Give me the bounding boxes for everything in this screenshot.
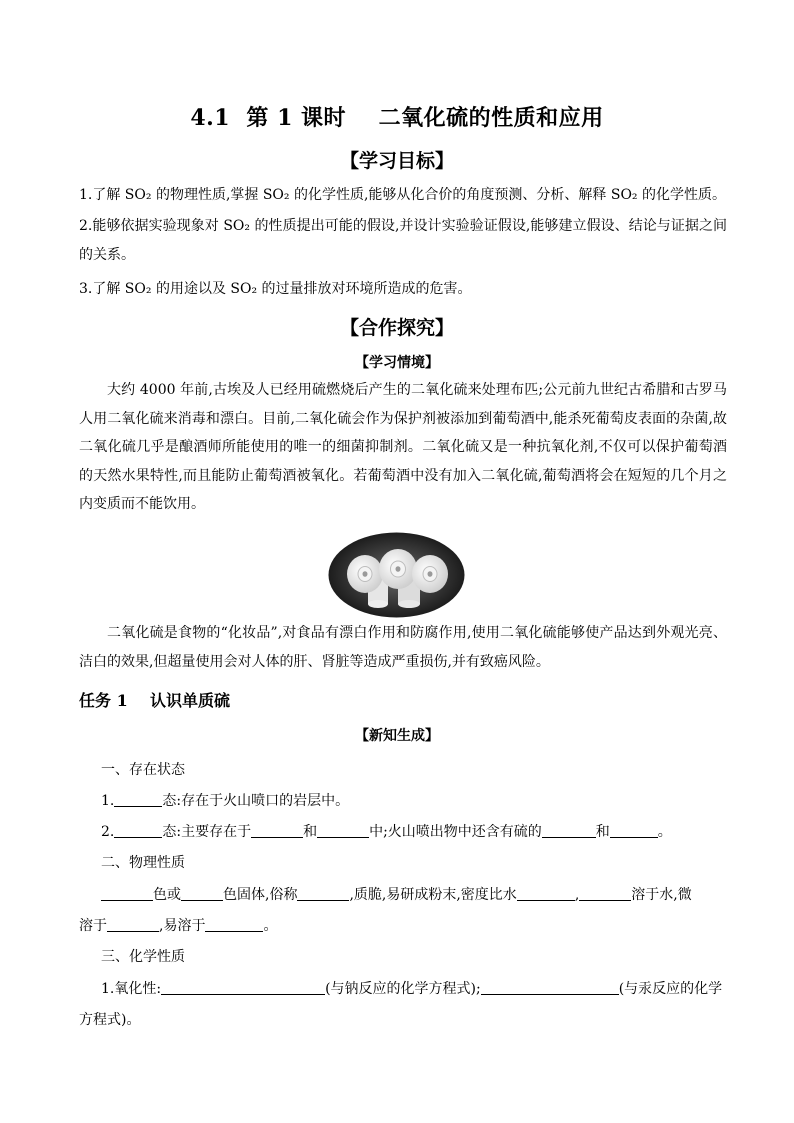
blank-common-name[interactable]	[297, 886, 349, 901]
blank-mineral-1[interactable]	[251, 823, 303, 838]
cooperation-heading: 【合作探究】	[339, 317, 454, 339]
task-1-heading: 任务 1 认识单质硫	[79, 691, 230, 710]
existence-line-2: 2. 态:主要存在于 和 中;火山喷出物中还含有硫的 和 。	[101, 824, 672, 840]
existence-line-1: 1. 态:存在于火山喷口的岩层中。	[101, 793, 350, 809]
blank-mineral-2[interactable]	[317, 823, 369, 838]
blank-easily-soluble[interactable]	[205, 917, 263, 932]
blank-compound-2[interactable]	[610, 823, 658, 838]
blank-water-solubility[interactable]	[579, 886, 631, 901]
objective-item-2: 2.能够依据实验现象对 SO₂ 的性质提出可能的假设,并设计实验验证假设,能够建立假设、结论与证据之间的关系。	[79, 218, 727, 263]
objective-item-1: 1.了解 SO₂ 的物理性质,掌握 SO₂ 的化学性质,能够从化合价的角度预测、分析、解释 SO₂ 的化学性质。	[79, 187, 726, 203]
paper-rolls-image	[328, 532, 465, 618]
situation-paragraph-2: 二氧化硫是食物的“化妆品”,对食品有漂白作用和防腐作用,使用二氧化硫能够使产品达到外观光亮、洁白的效果,但超量使用会对人体的肝、肾脏等造成严重损伤,并有致癌风险。	[79, 625, 727, 670]
physical-line-1: 色或 色固体,俗称 ,质脆,易研成粉末,密度比水 , 溶于水,微	[101, 884, 749, 904]
chemical-line-2: 方程式)。	[79, 1012, 141, 1028]
blank-compound-1[interactable]	[542, 823, 596, 838]
section-physical-title: 二、物理性质	[101, 855, 185, 871]
situation-heading: 【学习情境】	[355, 355, 439, 371]
blank-color-2[interactable]	[181, 886, 223, 901]
physical-line-2: 溶于 ,易溶于 。	[79, 918, 278, 934]
blank-combined-state[interactable]	[114, 823, 162, 838]
new-knowledge-heading: 【新知生成】	[355, 728, 439, 744]
section-existence-title: 一、存在状态	[101, 762, 185, 778]
blank-sodium-equation[interactable]	[161, 980, 325, 995]
blank-color-1[interactable]	[101, 886, 153, 901]
objectives-heading: 【学习目标】	[339, 150, 454, 172]
blank-free-state[interactable]	[114, 792, 162, 807]
section-chemical-title: 三、化学性质	[101, 949, 185, 965]
page-title: 4.1 第 1 课时 二氧化硫的性质和应用	[190, 105, 604, 131]
blank-density[interactable]	[517, 886, 575, 901]
blank-mercury-equation[interactable]	[481, 980, 619, 995]
situation-paragraph-1: 大约 4000 年前,古埃及人已经用硫燃烧后产生的二氧化硫来处理布匹;公元前九世纪古希腊和古罗马人用二氧化硫来消毒和漂白。目前,二氧化硫会作为保护剂被添加到葡萄酒中,能杀死葡萄皮表面的杂菌,故二氧化硫几乎是酿酒师所能使用的唯一的细菌抑制剂。二氧化硫又是一种抗氧化剂,不仅可以保护葡萄酒的天然水果特性,而且能防止葡萄酒被氧化。若葡萄酒中没有加入二氧化硫,葡萄酒将会在短短的几个月之内变质而不能饮用。	[79, 382, 727, 512]
chemical-line-1: 1.氧化性: (与钠反应的化学方程式); (与汞反应的化学	[101, 981, 723, 997]
objective-item-3: 3.了解 SO₂ 的用途以及 SO₂ 的过量排放对环境所造成的危害。	[79, 281, 472, 297]
blank-slightly-soluble[interactable]	[107, 917, 159, 932]
